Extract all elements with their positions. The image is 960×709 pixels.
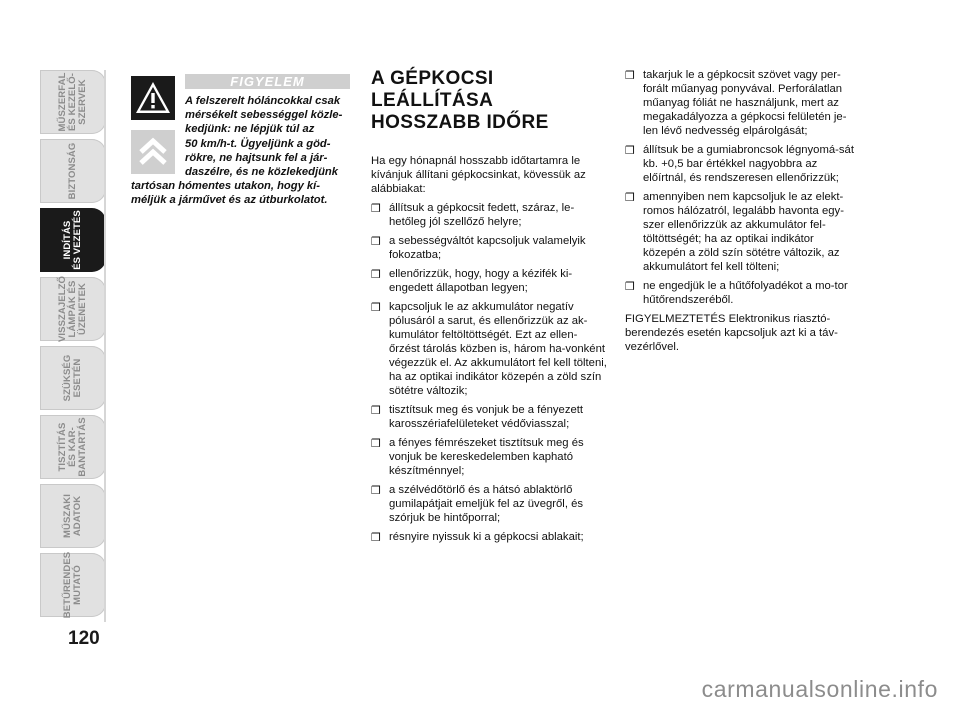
list-item [625, 68, 857, 138]
tab-szukseg-eseten[interactable] [40, 346, 106, 410]
checkbox-bullet-icon: ❒ [371, 438, 381, 450]
intro-paragraph: Ha egy hónapnál hosszabb időtartamra le kívánjuk állítani gépkocsinkat, kövessük az alábbiakat: [371, 155, 586, 195]
list-item-text: ellenőrizzük, hogy, hogy a kézifék ki-engedett állapotban legyen; [389, 268, 573, 294]
warning-line: rökre, ne hajtsunk fel a jár- [185, 151, 328, 164]
checkbox-bullet-icon: ❒ [625, 145, 635, 157]
checkbox-bullet-icon: ❒ [371, 532, 381, 544]
tab-label: MŰSZAKI ADATOK [62, 494, 83, 538]
checkbox-bullet-icon: ❒ [371, 269, 381, 281]
list-item [625, 143, 857, 185]
list-item-text: ne engedjük le a hűtőfolyadékot a mo-tor hűtőrendszeréből. [643, 280, 848, 306]
list-item-text: tisztítsuk meg és vonjuk be a fényezett karosszériafelületeket védőviasszal; [389, 404, 584, 430]
list-item-text: kapcsoljuk le az akkumulátor negatív pólusáról a sarut, és ellenőrizzük az ak-kumulátor feltöltöttségét. Ezt az ellen-őrzést tárolás közben is, három ha-vonként végezzük el. Az akkumulátort fel kell tölteni, ha az optikai indikátor közepén a zöld szín sötétre változik; [389, 301, 607, 397]
tab-muszerfal[interactable] [40, 70, 106, 134]
warning-line: tartósan hómentes utakon, hogy kí- [131, 180, 320, 193]
list-item-text: állítsuk be a gumiabroncsok légnyomá-sát kb. +0,5 bar értékkel nagyobbra az előírtnál, és rendszeresen ellenőrizzük; [643, 144, 854, 184]
tab-betu-rendes-mutato[interactable] [40, 553, 106, 617]
list-item-text: amennyiben nem kapcsoljuk le az elekt-romos hálózatról, legalább havonta egy-szer ellenőrizzük az akkumulátor fel-töltöttségét; ha az optikai indikátor közepén a zöld szín sötétre változik, az akkumulátort fel kell tölteni; [643, 191, 844, 273]
main-column [371, 68, 607, 549]
section-title [371, 68, 607, 134]
tab-label: MŰSZERFAL ÉS KEZELŐ- SZERVEK [57, 72, 88, 132]
page-number: 120 [68, 628, 100, 649]
warning-text [123, 94, 358, 208]
warning-line: kedjünk: ne lépjük túl az [185, 123, 315, 136]
warning-header: FIGYELEM [185, 74, 350, 89]
list-item [371, 483, 607, 525]
list-item [371, 300, 607, 398]
checkbox-bullet-icon: ❒ [371, 203, 381, 215]
warning-line: daszélre, és ne közlekedjünk [185, 166, 338, 179]
alarm-note: FIGYELMEZTETÉS Elektronikus riasztó-berendezés esetén kapcsoljuk azt ki a táv-vezérlővel. [625, 313, 838, 353]
list-item-text: a sebességváltót kapcsoljuk valamelyik fokozatba; [389, 235, 586, 261]
list-item [625, 190, 857, 274]
list-item-text: állítsuk a gépkocsit fedett, száraz, le-hetőleg jól szellőző helyre; [389, 202, 575, 228]
list-item-text: a szélvédőtörlő és a hátsó ablaktörlő gumilapátjait emeljük fel az üvegről, és szórjuk be hintőporral; [389, 484, 584, 524]
title-line: HOSSZABB IDŐRE [371, 112, 549, 133]
list-item [371, 234, 607, 262]
list-item [371, 403, 607, 431]
list-item [371, 267, 607, 295]
title-line: LEÁLLÍTÁSA [371, 90, 494, 111]
tab-label: VISSZAJELZŐ LÁMPÁK ÉS ÜZENETEK [57, 275, 88, 343]
checkbox-bullet-icon: ❒ [371, 485, 381, 497]
tab-tisztitas[interactable] [40, 415, 106, 479]
list-item-text: takarjuk le a gépkocsit szövet vagy per-forált műanyag ponyvával. Perforálatlan műanyag fóliát ne használjunk, mert az megakadályozza a gépkocsi felületén je-len lévő nedvesség elpárolgását; [643, 69, 847, 137]
tab-label: SZÜKSÉG ESETÉN [62, 354, 83, 402]
list-item [371, 530, 607, 544]
checkbox-bullet-icon: ❒ [371, 405, 381, 417]
warning-line: A felszerelt hóláncokkal csak [185, 95, 341, 107]
tab-label: BETŰRENDES MUTATÓ [62, 551, 83, 619]
warning-box [123, 68, 358, 216]
tab-label: TISZTÍTÁS ÉS KAR- BANTARTÁS [57, 417, 88, 477]
warning-line: méljük a járművet és az útburkolatot. [131, 194, 328, 207]
checkbox-bullet-icon: ❒ [625, 70, 635, 82]
warning-line: mérsékelt sebességgel közle- [185, 109, 343, 122]
tab-visszajelzo-lampak[interactable] [40, 277, 106, 341]
checkbox-bullet-icon: ❒ [371, 236, 381, 248]
list-item [371, 201, 607, 229]
tab-muszaki-adatok[interactable] [40, 484, 106, 548]
tab-label: BIZTONSÁG [67, 142, 78, 200]
watermark: carmanualsonline.info [701, 676, 938, 702]
tabs-divider [104, 70, 106, 622]
checkbox-bullet-icon: ❒ [625, 281, 635, 293]
tab-inditas-es-vezetes[interactable] [40, 208, 106, 272]
right-column [625, 68, 857, 354]
chapter-tabs [40, 70, 106, 622]
tab-biztonsag[interactable] [40, 139, 106, 203]
checkbox-bullet-icon: ❒ [625, 192, 635, 204]
list-item-text: a fényes fémrészeket tisztítsuk meg és vonjuk be kereskedelemben kapható készítménnyel; [389, 437, 584, 477]
warning-line: 50 km/h-t. Ügyeljünk a göd- [185, 137, 331, 150]
title-line: A GÉPKOCSI [371, 68, 494, 89]
list-item-text: résnyire nyissuk ki a gépkocsi ablakait; [389, 531, 584, 543]
list-item [371, 436, 607, 478]
checkbox-bullet-icon: ❒ [371, 302, 381, 314]
list-item [625, 279, 857, 307]
tab-label: INDÍTÁS ÉS VEZETÉS [62, 210, 83, 270]
